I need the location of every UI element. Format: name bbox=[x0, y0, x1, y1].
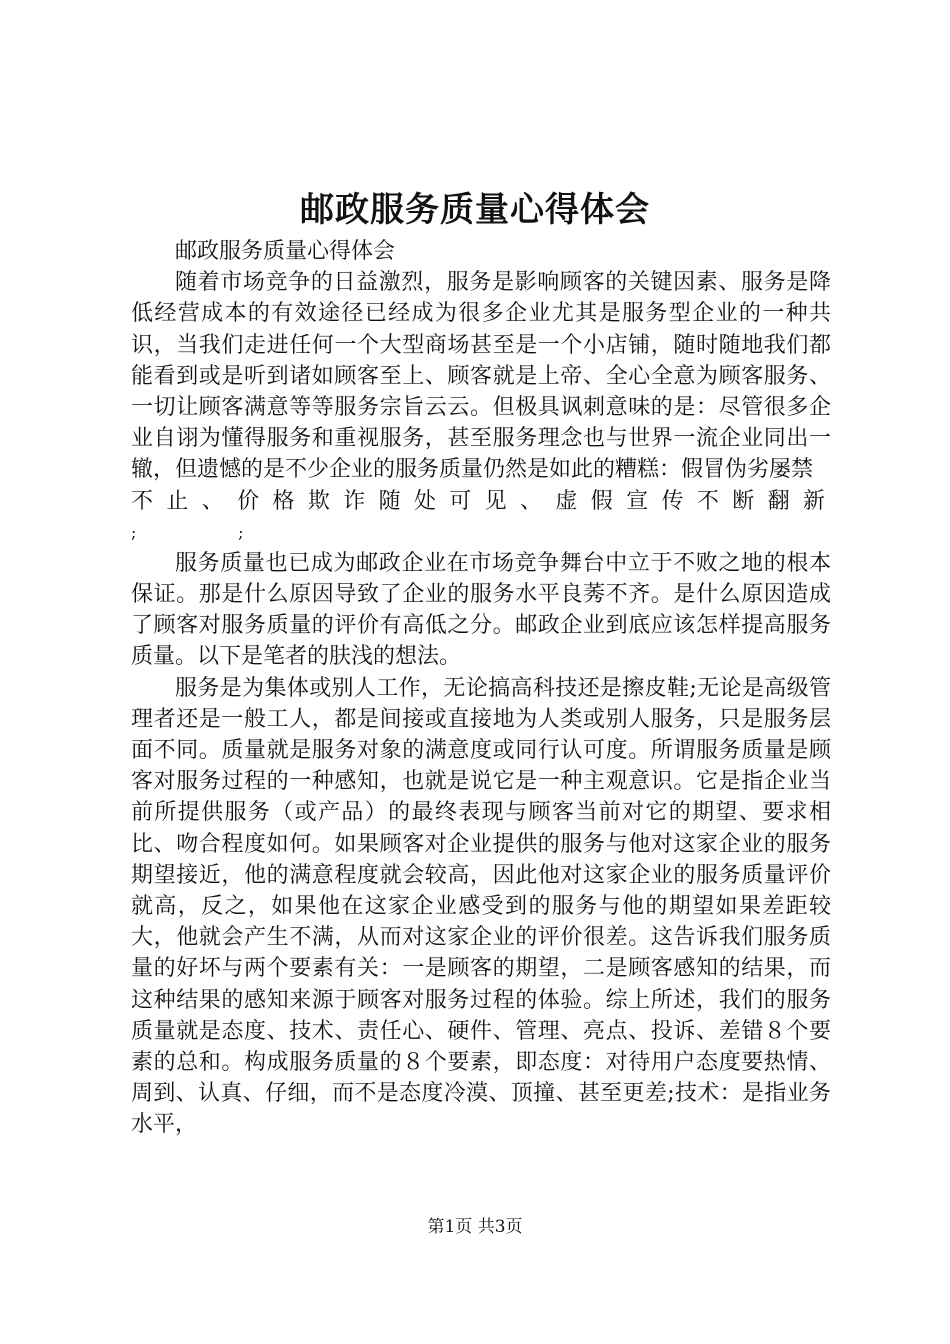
paragraph-semicolons: ; ; bbox=[131, 522, 244, 542]
paragraph-intro-continued: 不止、价格欺诈随处可见、虚假宣传不断翻新 bbox=[131, 488, 831, 514]
paragraph-service-definition: 服务是为集体或别人工作，无论搞高科技还是擦皮鞋;无论是高级管理者还是一般工人，都是间接或直接地为人类或别人服务，只是服务层面不同。质量就是服务对象的满意度或同行认可度。所谓服务质量是顾客对服务过程的一种感知，也就是说它是一种主观意识。它是指企业当前所提供服务（或产品）的最终表现与顾客当前对它的期望、要求相比、吻合程度如何。如果顾客对企业提供的服务与他对这家企业的服务期望接近，他的满意程度就会较高，因此他对这家企业的服务质量评价就高，反之，如果他在这家企业感受到的服务与他的期望如果差距较大，他就会产生不满，从而对这家企业的评价很差。这告诉我们服务质量的好坏与两个要素有关：一是顾客的期望，二是顾客感知的结果，而这种结果的感知来源于顾客对服务过程的体验。综上所述，我们的服务质量就是态度、技术、责任心、硬件、管理、亮点、投诉、差错８个要素的总和。构成服务质量的８个要素，即态度：对待用户态度要热情、周到、认真、仔细，而不是态度冷漠、顶撞、甚至更差;技术：是指业务水平， bbox=[131, 675, 831, 1138]
document-body bbox=[131, 236, 831, 1141]
document-title: 邮政服务质量心得体会 bbox=[300, 190, 650, 230]
paragraph-subtitle: 邮政服务质量心得体会 bbox=[175, 239, 396, 264]
paragraph-intro: 随着市场竞争的日益激烈，服务是影响顾客的关键因素、服务是降低经营成本的有效途径已经成为很多企业尤其是服务型企业的一种共识，当我们走进任何一个大型商场甚至是一个小店铺，随时随地我们都能看到或是听到诸如顾客至上、顾客就是上帝、全心全意为顾客服务、一切让顾客满意等等服务宗旨云云。但极具讽刺意味的是：尽管很多企业自诩为懂得服务和重视服务，甚至服务理念也与世界一流企业同出一辙，但遗憾的是不少企业的服务质量仍然是如此的糟糕：假冒伪劣屡禁 bbox=[131, 270, 831, 483]
page-footer: 第1页 共3页 bbox=[427, 1217, 523, 1237]
paragraph-postal-quality: 服务质量也已成为邮政企业在市场竞争舞台中立于不败之地的根本保证。那是什么原因导致了企业的服务水平良莠不齐。是什么原因造成了顾客对服务质量的评价有高低之分。邮政企业到底应该怎样提高服务质量。以下是笔者的肤浅的想法。 bbox=[131, 550, 831, 670]
